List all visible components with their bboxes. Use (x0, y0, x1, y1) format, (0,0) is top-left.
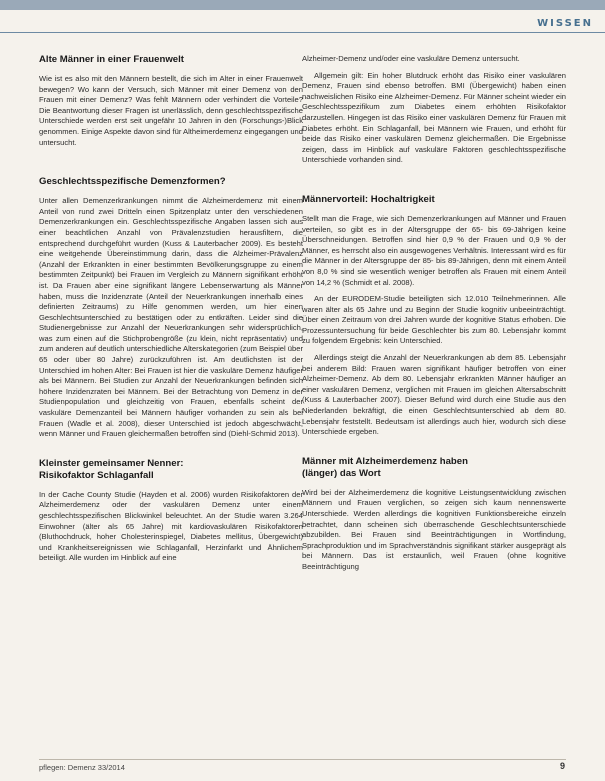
heading-alzheimerdemenz-wort (302, 456, 566, 480)
paragraph: Allerdings steigt die Anzahl der Neuerkrankungen ab dem 85. Lebensjahr bei anderem Bild: Frauen waren signifikant häufiger betroffen von einer Alzheimer-Demenz. Ab dem 80. Lebensjahr erkrankten Männer häufiger an einer vaskulären Demenz, verglichen mit Frauen im gleichen Altersabschnitt (Kuss & Lauterbacher 2007). Dieser Befund wird durch eine Studie aus den Niederlanden bekräftigt, die einen Geschlechtsunterschied ab dem 80. Lebensjahr feststellt. Bedeutsam ist allerdings auch hier, wodurch sich diese Unterschiede ergeben. (302, 353, 566, 437)
heading-line: (länger) das Wort (302, 467, 381, 479)
paragraph: Allgemein gilt: Ein hoher Blutdruck erhöht das Risiko einer vaskulären Demenz, Frauen sind ebenso betroffen. BMI (Übergewicht) haben einen nachweislichen Risiko eine Alzheimer-Demenz. Für Männer scheint wieder ein Geschlechtsspezifikum zum Diabetes einem erhöhten Risikofaktor darzustellen. Hingegen ist das Risiko einer vaskulären Demenz für Frauen mit Diabetes erhöht. Ein Schlaganfall, bei Männern wie Frauen, und erhöht für beide das Risiko einer vaskulären Demenz gleichermaßen. Die Ergebnisse zeigen, dass im Hinblick auf vaskuläre Faktoren geschlechtsspezifische Unterschiede vorhanden sind. (302, 70, 566, 165)
right-column (302, 54, 566, 579)
paragraph: An der EURODEM-Studie beteiligten sich 12.010 Teilnehmerinnen. Alle waren älter als 65 Jahre und zu Beginn der Studie kognitiv unbeeinträchtigt. Über einen Zeitraum von drei Jahren wurde der kognitive Status erhoben. Die Prozessuntersuchung für beide Geschlechter bis zum 80. Lebensjahr kommt zu folgendem Ergebnis: kein Unterschied. (302, 294, 566, 346)
heading-demenzformen: Geschlechtsspezifische Demenzformen? (39, 176, 226, 188)
paragraph: Unter allen Demenzerkrankungen nimmt die Alzheimerdemenz mit einem Anteil von rund zwei Dritteln einen Spitzenplatz unter den verschiedenen Demenzerkrankungen ein. Geschlechtsspezifische Angaben lassen sich aus einer beachtlichen Anzahl von Prävalenzstudien herausfiltern, die entsprechend durchgeführt wurden (Kuss & Lauterbacher 2009). Es besteht eine weitgehende Übereinstimmung darin, dass die Alzheimer-Prävalenz (Anzahl der Erkrankten in einer bestimmten Bevölkerungsgruppe zu einem bestimmten Zeitpunkt) bei Frauen im Vergleich zu Männern signifikant erhöht ist. Da Frauen aber eine signifikant längere Lebenserwartung als Männer haben, muss die Inzidenzrate (Anteil der Neuerkrankungen innerhalb eines definierten Zeitraums) zu Hilfe genommen werden, um hier einen Geschlechtsunterschied zu bestätigen oder zu entkräften. Leider sind die Studienergebnisse zur Anzahl der Neuerkrankungen sehr widersprüchlich, was zum einen auf die Stichprobengröße (zu klein, nicht repräsentativ) und zum anderen auf deutlich unterschiedliche Alterskategorien (zum Beispiel über 65 oder über 80 Jahre) zurückzuführen ist. Am deutlichsten ist der Unterschied im hohen Alter: Bei Frauen ist hier die vaskuläre Demenz häufiger als bei Männern. Bei Studien zur Anzahl der Neuerkrankungen befinden sich höhere Inzidenzraten bei Männern. Bei der Betrachtung von Demenz in der Studienpopulation und gleichzeitig von Frauen, ebenfalls scheint der vaskuläre Demenzanteil bei Männern häufiger vorhanden zu sein als bei Frauen (Wadle et al. 2008), dieser Unterschied ist jedoch abgeschwächt, wenn Männer und Frauen gleichermaßen betroffen sind (Diehl-Schmid 2013). (39, 196, 303, 439)
heading-hochaltrigkeit: Männervorteil: Hochaltrigkeit (302, 193, 435, 205)
section-label: WISSEN (537, 18, 593, 29)
page-number: 9 (559, 761, 565, 771)
paragraph: Alzheimer-Demenz und/oder eine vaskuläre Demenz untersucht. (302, 54, 520, 63)
heading-risikofaktor (39, 458, 303, 482)
paragraph: In der Cache County Studie (Hayden et al. 2006) wurden Risikofaktoren der Alzheimerdemenz oder der vaskulären Demenz unter einem geschlechtsspezifischen Blickwinkel beleuchtet. An der Studie waren 3.264 Einwohner (älter als 65 Jahre) mit kardiovaskulären Risikofaktoren (Bluthochdruck, hoher Cholesterinspiegel, Diabetes mellitus, Übergewicht) und Krankheitsereignissen wie Schlaganfall, Herzinfarkt und Ähnlichem beteiligt. Alle wurden im Hinblick auf eine (39, 489, 303, 563)
heading-line: Risikofaktor Schlaganfall (39, 469, 154, 481)
heading-line: Kleinster gemeinsamer Nenner: (39, 457, 184, 469)
paragraph: Wird bei der Alzheimerdemenz die kognitive Leistungsentwicklung zwischen Männern und Frauen verglichen, so zeigen sich kaum nennenswerte Unterschiede. Werden allerdings die kognitiven Funktionsbereiche einzeln betrachtet, dann scheinen sich überraschende Geschlechtsunterschiede abzubilden. Bei Frauen sind Beeinträchtigungen in Wortfindung, Sprachproduktion und im Sprachverständnis signifikant stärker ausgeprägt als bei Männern. Das ist erstaunlich, weil Frauen (ohne kognitive Beeinträchtigung (302, 487, 566, 571)
header-bar (0, 0, 605, 10)
paragraph: Wie ist es also mit den Männern bestellt, die sich im Alter in einer Frauenwelt bewegen? Wo kann der Versuch, sich Männer mit einer Demenz von den Frauen mit einer Demenz? Was fehlt Männern oder verhindert die Vorteile? Die Beantwortung dieser Fragen ist unerlässlich, denn geschlechtsspezifische Unterschiede werden erst seit ungefähr 10 Jahren in den (Forschungs-)Blick genommen. Einige Aspekte davon sind für Altheimerdemenz eingegangen und untersucht. (39, 74, 303, 147)
left-column (39, 54, 303, 570)
paragraph: Stellt man die Frage, wie sich Demenzerkrankungen auf Männer und Frauen verteilen, so gibt es in der Altersgruppe der 65- bis 69-Jährigen keine Überschneidungen. Betroffen sind hier 0,9 % der Frauen und 0,9 % der Männer, es herrscht also ein ausgewogenes Verhältnis. Interessant wird es für die Männer in der Altersgruppe der 85- bis 89-Jährigen, denn mit einem Anteil von 8,0 % sind sie wesentlich weniger betroffen als Frauen mit einem Anteil von 14,2 % (Schmidt et al. 2008). (302, 213, 566, 287)
header-rule (0, 32, 605, 33)
heading-alte-maenner: Alte Männer in einer Frauenwelt (39, 54, 185, 65)
footer-rule (39, 759, 566, 760)
footer-journal: pflegen: Demenz 33/2014 (39, 763, 125, 772)
heading-line: Männer mit Alzheimerdemenz haben (302, 455, 468, 467)
